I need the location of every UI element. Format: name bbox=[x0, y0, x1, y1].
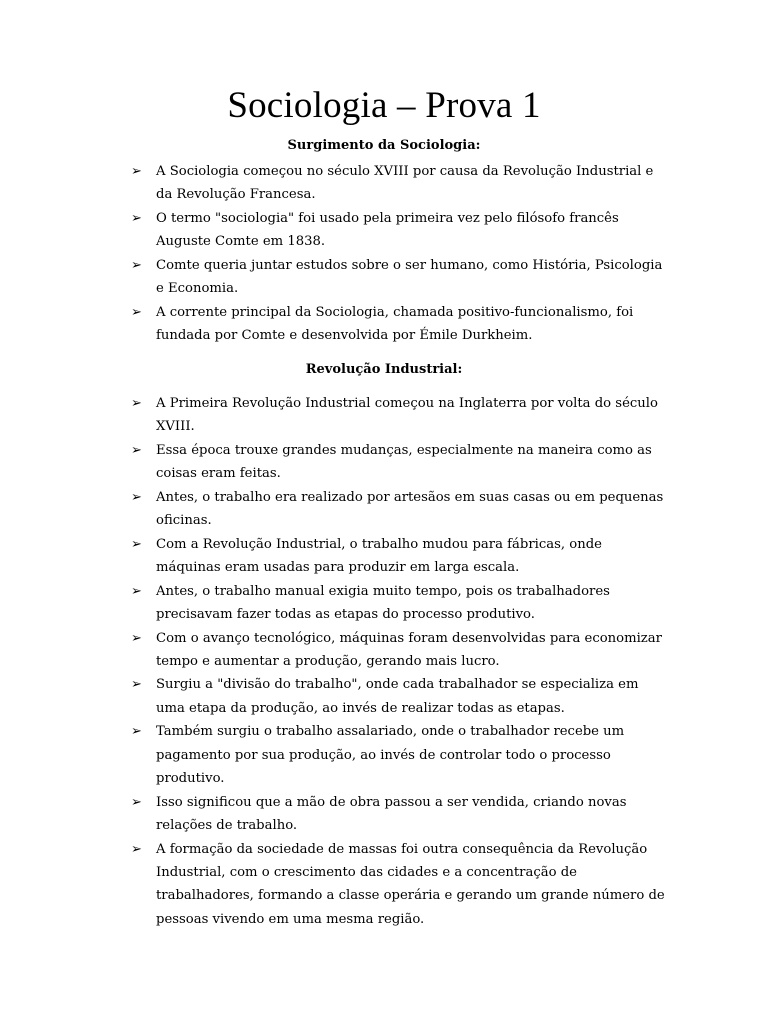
list-item bbox=[0, 627, 768, 674]
list-item-text: Também surgiu o trabalho assalariado, onde o trabalhador recebe um pagamento por sua produção, ao invés de controlar todo o processo produtivo. bbox=[156, 724, 625, 787]
list-item-text: Com o avanço tecnológico, máquinas foram desenvolvidas para economizar tempo e aumentar a produção, gerando mais lucro. bbox=[156, 630, 662, 669]
list-item-text: Isso significou que a mão de obra passou a ser vendida, criando novas relações de trabalho. bbox=[156, 794, 627, 834]
section-list-surgimento bbox=[0, 160, 768, 348]
section-list-revolucao bbox=[0, 392, 768, 931]
arrow-bullet-icon: ➢ bbox=[131, 164, 142, 179]
list-item bbox=[0, 720, 768, 790]
list-item-text: Antes, o trabalho manual exigia muito tempo, pois os trabalhadores precisavam fazer todas as etapas do processo produtivo. bbox=[156, 583, 610, 623]
list-item-text: Comte queria juntar estudos sobre o ser humano, como História, Psicologia e Economia. bbox=[156, 257, 663, 297]
list-item-text: Surgiu a "divisão do trabalho", onde cada trabalhador se especializa em uma etapa da produção, ao invés de realizar todas as etapas. bbox=[156, 677, 639, 716]
arrow-bullet-icon: ➢ bbox=[131, 536, 142, 552]
list-item bbox=[0, 392, 768, 439]
arrow-bullet-icon: ➢ bbox=[131, 442, 142, 458]
list-item bbox=[0, 533, 768, 580]
arrow-bullet-icon: ➢ bbox=[131, 724, 142, 740]
list-item-text: A corrente principal da Sociologia, chamada positivo-funcionalismo, foi fundada por Comte e desenvolvida por Émile Durkheim. bbox=[156, 304, 634, 344]
list-item-text: A Sociologia começou no século XVIII por causa da Revolução Industrial e da Revolução Francesa. bbox=[156, 164, 654, 203]
list-item-text: A Primeira Revolução Industrial começou na Inglaterra por volta do século XVIII. bbox=[156, 396, 658, 435]
list-item bbox=[0, 838, 768, 932]
arrow-bullet-icon: ➢ bbox=[131, 630, 142, 646]
arrow-bullet-icon: ➢ bbox=[131, 794, 142, 810]
list-item bbox=[0, 301, 768, 348]
list-item bbox=[0, 791, 768, 838]
arrow-bullet-icon: ➢ bbox=[131, 583, 142, 599]
list-item-text: Antes, o trabalho era realizado por artesãos em suas casas ou em pequenas oficinas. bbox=[156, 489, 664, 529]
arrow-bullet-icon: ➢ bbox=[131, 210, 142, 226]
list-item-text: A formação da sociedade de massas foi outra consequência da Revolução Industrial, com o crescimento das cidades e a concentração de trabalhadores, formando a classe operária e gerando um grande número de pessoas vivendo em uma mesma região. bbox=[156, 841, 665, 927]
list-item bbox=[0, 207, 768, 254]
list-item bbox=[0, 160, 768, 207]
section-heading-revolucao: Revolução Industrial: bbox=[305, 362, 463, 377]
list-item-text: Essa época trouxe grandes mudanças, especialmente na maneira como as coisas eram feitas. bbox=[156, 442, 652, 482]
section-heading-surgimento: Surgimento da Sociologia: bbox=[287, 138, 481, 153]
arrow-bullet-icon: ➢ bbox=[131, 257, 142, 273]
list-item bbox=[0, 486, 768, 533]
list-item bbox=[0, 254, 768, 301]
list-item-text: Com a Revolução Industrial, o trabalho mudou para fábricas, onde máquinas eram usadas para produzir em larga escala. bbox=[156, 536, 602, 576]
arrow-bullet-icon: ➢ bbox=[131, 677, 142, 693]
list-item-text: O termo "sociologia" foi usado pela primeira vez pelo filósofo francês Auguste Comte em 1838. bbox=[156, 210, 619, 250]
arrow-bullet-icon: ➢ bbox=[131, 396, 142, 411]
document-title: Sociologia – Prova 1 bbox=[227, 85, 541, 126]
arrow-bullet-icon: ➢ bbox=[131, 489, 142, 505]
list-item bbox=[0, 580, 768, 627]
list-item bbox=[0, 673, 768, 720]
arrow-bullet-icon: ➢ bbox=[131, 841, 142, 857]
arrow-bullet-icon: ➢ bbox=[131, 304, 142, 320]
list-item bbox=[0, 439, 768, 486]
